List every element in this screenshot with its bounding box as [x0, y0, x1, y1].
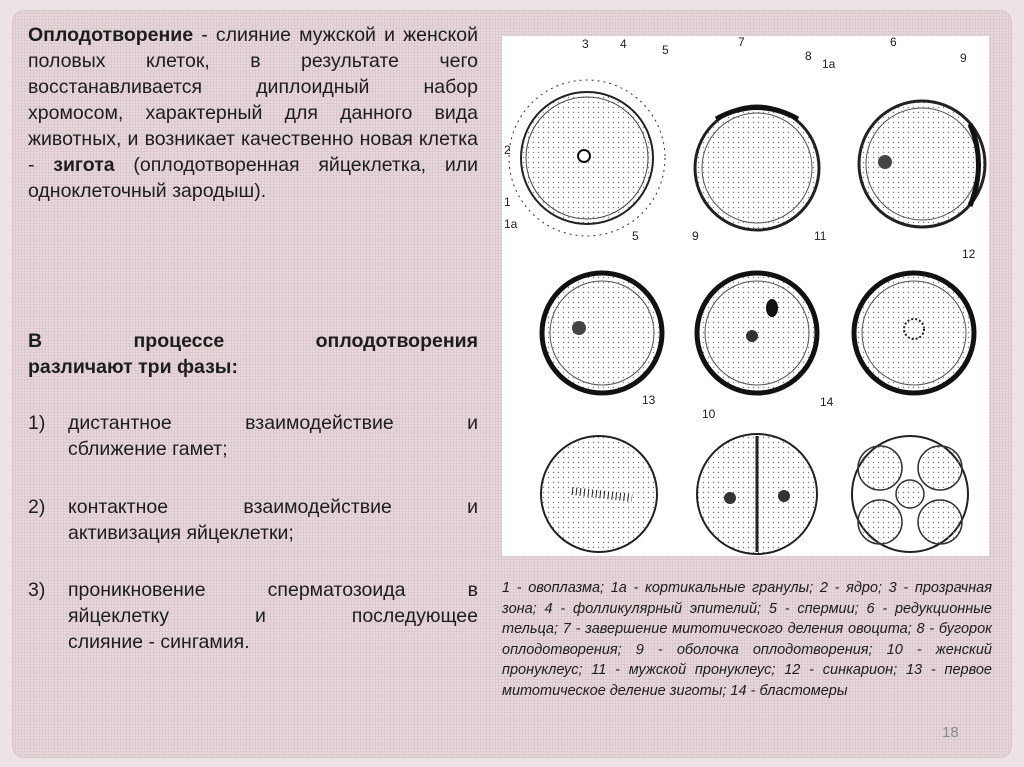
phase-number: 3) [28, 579, 46, 601]
fig-label: 6 [890, 36, 897, 49]
fig-label: 9 [692, 229, 699, 243]
diagram-svg [502, 36, 989, 556]
term-fertilization: Оплодотворение [28, 24, 194, 46]
fig-label: 1 [504, 195, 511, 209]
phases-title-line1: В процессе оплодотворения [28, 330, 478, 352]
fig-label: 4 [620, 37, 627, 51]
egg-cell-9 [852, 436, 968, 552]
term-zygote: зигота [53, 154, 115, 176]
phase-number: 1) [28, 412, 46, 434]
phase-text-line: активизация яйцеклетки; [68, 522, 294, 544]
egg-cell-8 [697, 434, 817, 554]
fig-label: 14 [820, 395, 834, 409]
fig-label: 1a [504, 217, 518, 231]
egg-cell-2 [695, 106, 819, 230]
egg-cell-6 [854, 273, 974, 393]
egg-cell-5 [697, 273, 817, 393]
page-number: 18 [942, 724, 959, 741]
fig-label: 3 [582, 37, 589, 51]
phase-text-line: контактное взаимодействие и [68, 496, 478, 518]
phases-title-line2: различают три фазы: [28, 356, 238, 378]
fig-label: 12 [962, 247, 976, 261]
phase-text-line: дистантное взаимодействие и [68, 412, 478, 434]
intro-block [28, 22, 478, 204]
fertilization-diagram [502, 36, 989, 556]
fig-label: 11 [814, 229, 827, 243]
egg-cell-1 [509, 80, 665, 236]
phase-text-line: яйцеклетку и последующее [68, 605, 478, 627]
phases-title [28, 328, 478, 380]
fig-label: 2 [504, 143, 511, 157]
phase-text-line: сближение гамет; [68, 438, 228, 460]
fig-label: 5 [632, 229, 639, 243]
fig-label: 8 [805, 49, 812, 63]
definition-tail: (оплодотворенная яйцеклетка, или одноклеточный зародыш). [28, 154, 478, 202]
phase-text-line: слияние - сингамия. [68, 631, 250, 653]
intro-paragraph [28, 22, 478, 204]
fig-label: 13 [642, 393, 656, 407]
fig-label: 7 [738, 36, 745, 49]
fig-label: 1a [822, 57, 836, 71]
fig-label: 5 [662, 43, 669, 57]
definition-text: - слияние мужской и женской половых клеток, в результате чего восстанавливается диплоидный набор хромосом, характерный для данного вида животных, и возникает качественно новая клетка - [28, 24, 478, 176]
fig-label: 10 [702, 407, 716, 421]
egg-cell-7 [541, 436, 657, 552]
egg-cell-4 [542, 273, 662, 393]
phase-text-line: проникновение сперматозоида в [68, 579, 478, 601]
egg-cell-3 [859, 101, 985, 227]
phase-number: 2) [28, 496, 46, 518]
figure-caption: 1 - овоплазма; 1а - кортикальные гранулы; 2 - ядро; 3 - прозрачная зона; 4 - фолликулярный эпителий; 5 - спермии; 6 - редукционные тельца; 7 - завершение митотического деления овоцита; 8 - бугорок оплодотворения; 9 - оболочка оплодотворения; 10 - женский пронуклеус; 11 - мужской пронуклеус; 12 - синкарион; 13 - первое митотическое деление зиготы; 14 - бластомеры [502, 580, 992, 699]
fig-label: 9 [960, 51, 967, 65]
